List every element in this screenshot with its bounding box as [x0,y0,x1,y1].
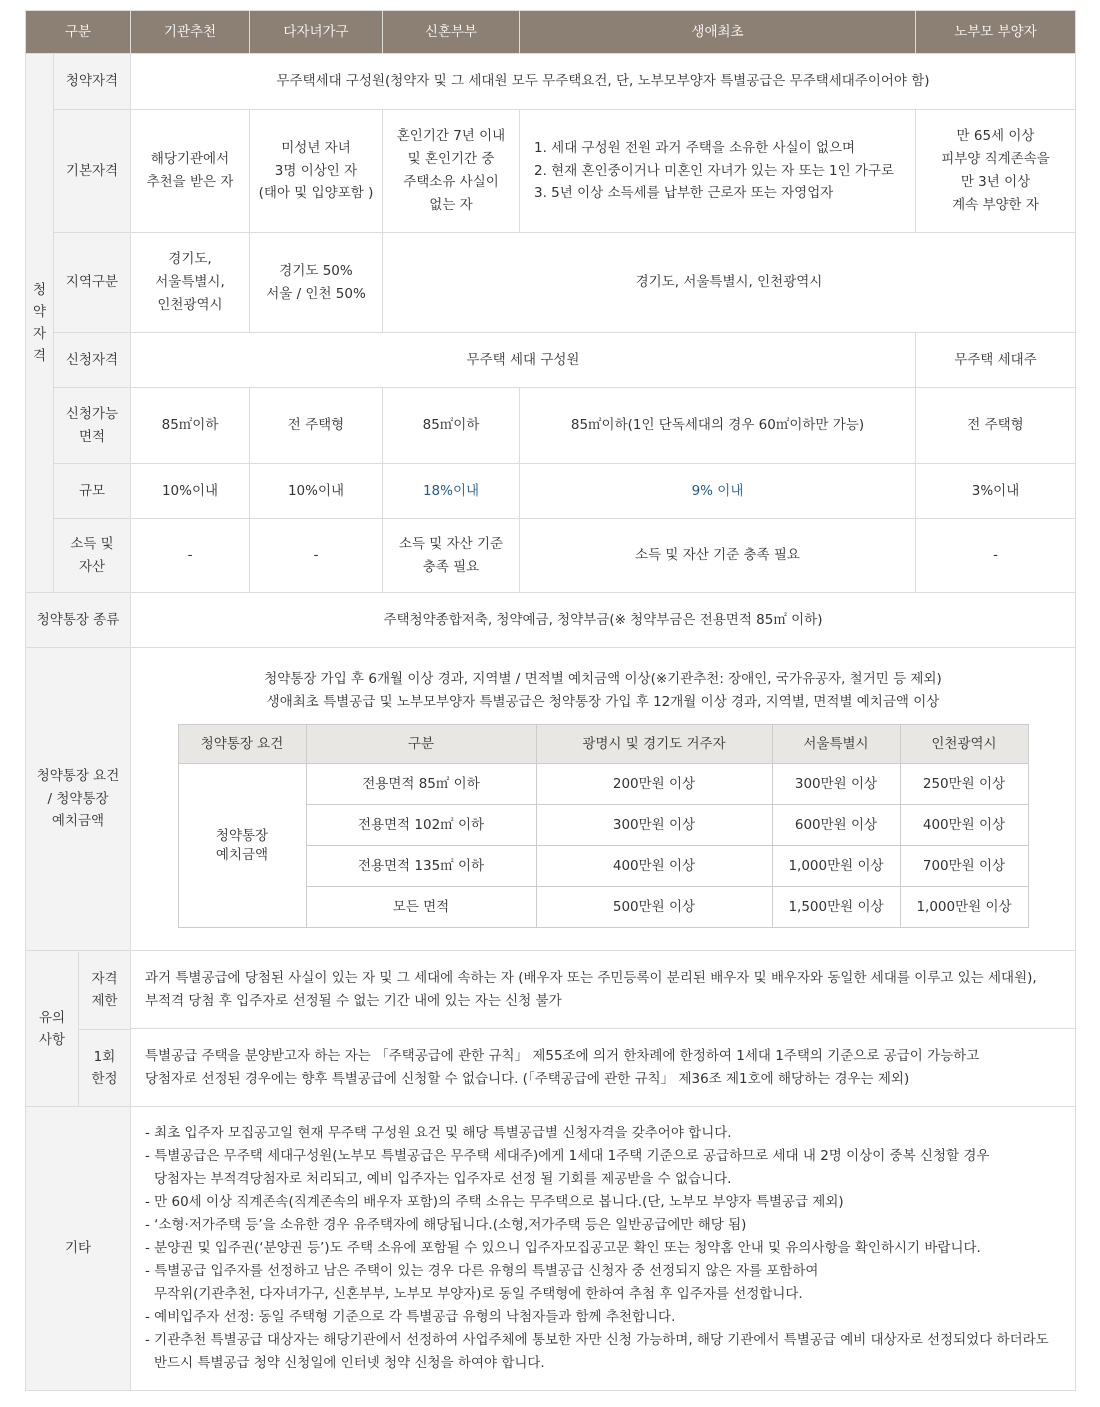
scale-institution: 10%이내 [131,464,250,519]
caution-group [26,951,131,1107]
deposit-cell: 전용면적 135㎡ 이하 [306,846,536,887]
area-multichild: 전 주택형 [250,388,383,464]
deposit-cell: 1,500만원 이상 [772,887,900,928]
row-restriction [26,951,1076,1029]
etc-notes: - 최초 입주자 모집공고일 현재 무주택 구성원 요건 및 해당 특별공급별 신청자격을 갖추어야 합니다. - 특별공급은 무주택 세대구성원(노부모 특별공급은 무주택 세대주)에게 1세대 1주택 기준으로 공급하므로 세대 내 2명 이상이 중복 신청할 경우 당첨자는 부적격당첨자로 처리되고, 예비 입주자는 입주자로 선정 될 기회를 제공받을 수 없습니다. - 만 60세 이상 직계존속(직계존속의 배우자 포함)의 주택 소유는 무주택으로 봅니다.(단, 노부모 부양자 특별공급 제외) - ‘소형·저가주택 등’을 소유한 경우 유주택자에 해당됩니다.(소형,저가주택 등은 일반공급에만 해당 됨) - 분양권 및 입주권(‘분양권 등’)도 주택 소유에 포함될 수 있으니 입주자모집공고문 확인 또는 청약홈 안내 및 유의사항을 확인하시기 바랍니다. - 특별공급 입주자를 선정하고 남은 주택이 있는 경우 다른 유형의 특별공급 신청자 중 선정되지 않은 자를 포함하여 무작위(기관추천, 다자녀가구, 신혼부부, 노부모 부양자)로 동일 주택형에 한하여 추첨 후 입주자를 선정합니다. - 예비입주자 선정: 동일 주택형 기준으로 각 특별공급 유형의 낙첨자들과 함께 추천합니다. - 기관추천 특별공급 대상자는 해당기관에서 선정하여 사업주체에 통보한 자만 신청 가능하며, 해당 기관에서 특별공급 예비 대상자로 선정되었다 하더라도 반드시 특별공급 청약 신청일에 인터넷 청약 신청을 하여야 합니다. [131,1107,1076,1391]
deposit-header-seoul: 서울특별시 [772,725,900,764]
label-basic: 기본자격 [54,110,131,233]
income-institution: - [131,519,250,593]
deposit-header-gyeonggi: 광명시 및 경기도 거주자 [536,725,772,764]
label-account-requirements: 청약통장 요건 / 청약통장 예치금액 [26,648,131,951]
deposit-cell: 500만원 이상 [536,887,772,928]
deposit-cell: 600만원 이상 [772,805,900,846]
account-intro: 청약통장 가입 후 6개월 이상 경과, 지역별 / 면적별 예치금액 이상(※기관추천: 장애인, 국가유공자, 철거민 등 제외) 생애최초 특별공급 및 노부모부양자 특별공급은 청약통장 가입 후 12개월 이상 경과, 지역별, 면적별 예치금액 이상 [264,671,942,710]
row-basic [26,110,1076,233]
row-area [26,388,1076,464]
basic-newlywed: 혼인기간 7년 이내 및 혼인기간 중 주택소유 사실이 없는 자 [383,110,520,233]
basic-multichild: 미성년 자녀 3명 이상인 자 (태아 및 입양포함 ) [250,110,383,233]
account-type-value: 주택청약종합저축, 청약예금, 청약부금(※ 청약부금은 전용면적 85㎡ 이하) [131,593,1076,648]
income-elderly: - [916,519,1076,593]
deposit-cell: 전용면적 85㎡ 이하 [306,764,536,805]
header-newlywed: 신혼부부 [383,11,520,54]
deposit-header-incheon: 인천광역시 [900,725,1028,764]
income-first-time: 소득 및 자산 기준 충족 필요 [520,519,916,593]
once-text: 특별공급 주택을 분양받고자 하는 자는 「주택공급에 관한 규칙」 제55조에 의거 한차례에 한정하여 1세대 1주택의 기준으로 공급이 가능하고 당첨자로 선정된 경우에는 향후 특별공급에 신청할 수 없습니다. (「주택공급에 관한 규칙」 제36조 제1호에 해당하는 경우는 제외) [131,1029,1076,1107]
label-scale: 규모 [54,464,131,519]
account-requirements-content [131,648,1076,951]
deposit-cell: 전용면적 102㎡ 이하 [306,805,536,846]
row-applicant [26,333,1076,388]
header-elderly: 노부모 부양자 [916,11,1076,54]
table-row [178,887,1028,928]
row-once [26,1029,1076,1107]
scale-elderly: 3%이내 [916,464,1076,519]
area-first-time: 85㎡이하(1인 단독세대의 경우 60㎡이하만 가능) [520,388,916,464]
header-institution: 기관추천 [131,11,250,54]
deposit-cell: 400만원 이상 [900,805,1028,846]
qualification-value: 무주택세대 구성원(청약자 및 그 세대원 모두 무주택요건, 단, 노부모부양자 특별공급은 무주택세대주이어야 함) [131,54,1076,110]
table-row [178,805,1028,846]
deposit-table [178,724,1029,928]
label-area: 신청가능 면적 [54,388,131,464]
row-etc [26,1107,1076,1391]
label-qualification: 청약자격 [54,54,131,110]
region-rest: 경기도, 서울특별시, 인천광역시 [383,233,1076,333]
applicant-elderly: 무주택 세대주 [916,333,1076,388]
deposit-cell: 300만원 이상 [772,764,900,805]
area-newlywed: 85㎡이하 [383,388,520,464]
label-etc: 기타 [26,1107,131,1391]
caution-label: 유의 사항 [38,1009,66,1048]
scale-multichild: 10%이내 [250,464,383,519]
row-account-type [26,593,1076,648]
deposit-cell: 200만원 이상 [536,764,772,805]
restriction-text: 과거 특별공급에 당첨된 사실이 있는 자 및 그 세대에 속하는 자 (배우자 또는 주민등록이 분리된 배우자 및 배우자와 동일한 세대를 이루고 있는 세대원), 부적격 당첨 후 입주자로 선정될 수 없는 기간 내에 있는 자는 신청 불가 [131,951,1076,1029]
header-multichild: 다자녀가구 [250,11,383,54]
area-elderly: 전 주택형 [916,388,1076,464]
table-row [178,846,1028,887]
deposit-cell: 300만원 이상 [536,805,772,846]
header-row [26,11,1076,54]
basic-institution: 해당기관에서 추천을 받은 자 [131,110,250,233]
deposit-cell: 1,000만원 이상 [900,887,1028,928]
table-row [178,764,1028,805]
deposit-row-label: 청약통장 예치금액 [178,764,306,928]
deposit-header-area: 구분 [306,725,536,764]
basic-first-time: 1. 세대 구성원 전원 과거 주택을 소유한 사실이 없으며 2. 현재 혼인중이거나 미혼인 자녀가 있는 자 또는 1인 가구로 3. 5년 이상 소득세를 납부한 근로자 또는 자영업자 [520,110,916,233]
label-region: 지역구분 [54,233,131,333]
label-account-type: 청약통장 종류 [26,593,131,648]
deposit-cell: 700만원 이상 [900,846,1028,887]
deposit-cell: 1,000만원 이상 [772,846,900,887]
row-income [26,519,1076,593]
basic-elderly: 만 65세 이상 피부양 직계존속을 만 3년 이상 계속 부양한 자 [916,110,1076,233]
scale-first-time: 9% 이내 [520,464,916,519]
header-category: 구분 [26,11,131,54]
deposit-cell: 모든 면적 [306,887,536,928]
deposit-cell: 250만원 이상 [900,764,1028,805]
region-institution: 경기도, 서울특별시, 인천광역시 [131,233,250,333]
scale-newlywed: 18%이내 [383,464,520,519]
income-multichild: - [250,519,383,593]
restriction-label: 자격 제한 [79,952,130,1030]
row-qualification [26,54,1076,110]
label-applicant: 신청자격 [54,333,131,388]
special-supply-table [25,10,1076,1391]
row-account-requirements [26,648,1076,951]
row-region [26,233,1076,333]
area-institution: 85㎡이하 [131,388,250,464]
label-income: 소득 및 자산 [54,519,131,593]
income-newlywed: 소득 및 자산 기준 충족 필요 [383,519,520,593]
group-label-eligibility: 청 약 자 격 [26,54,54,593]
deposit-cell: 400만원 이상 [536,846,772,887]
deposit-header-requirement: 청약통장 요건 [178,725,306,764]
region-multichild: 경기도 50% 서울 / 인천 50% [250,233,383,333]
header-first-time: 생애최초 [520,11,916,54]
row-scale [26,464,1076,519]
once-label: 1회 한정 [91,1048,118,1087]
applicant-main: 무주택 세대 구성원 [131,333,916,388]
